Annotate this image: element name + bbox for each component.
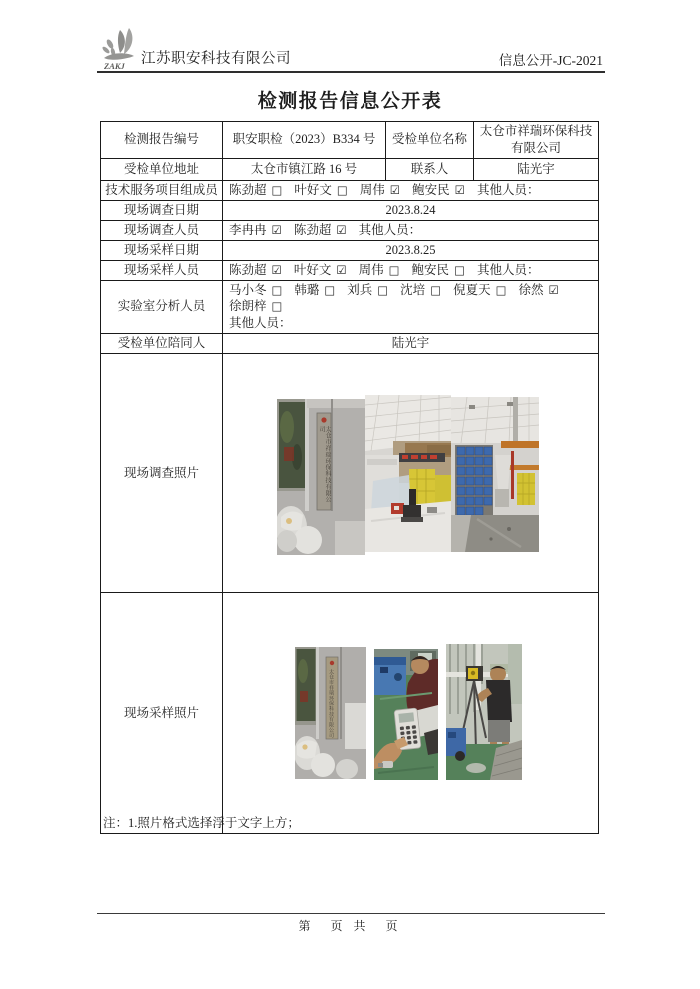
- table-row: [101, 593, 599, 834]
- survey-photo-strip: [277, 395, 598, 555]
- survey-date-label: 现场调查日期: [101, 200, 223, 220]
- tripod-photo-graphic: [446, 644, 522, 780]
- survey-photo-warehouse-2: [451, 397, 539, 555]
- checkbox-checked-icon: ☑: [389, 182, 401, 197]
- escort-label: 受检单位陪同人: [101, 334, 223, 354]
- table-row: [101, 334, 599, 354]
- table-row: [101, 280, 599, 334]
- table-row: [101, 354, 599, 593]
- sampling-photo-facade: [295, 647, 366, 780]
- checkbox-unchecked-icon: □: [271, 182, 283, 197]
- unit-name-value: 太仓市祥瑞环保科技有限公司: [474, 122, 599, 159]
- checkbox-unchecked-icon: □: [495, 282, 507, 297]
- sampling-date-value: 2023.8.25: [223, 240, 599, 260]
- sampling-photo-handheld-meter: [374, 649, 438, 780]
- member-name: 沈培: [400, 282, 426, 297]
- checkbox-checked-icon: ☑: [548, 282, 559, 297]
- table-row: [101, 260, 599, 280]
- checkbox-unchecked-icon: □: [377, 282, 389, 297]
- warehouse-photo-graphic: [365, 395, 451, 552]
- page-title: 检测报告信息公开表: [257, 91, 443, 112]
- checkbox-unchecked-icon: □: [454, 262, 465, 277]
- unit-name-label: 受检单位名称: [386, 122, 474, 159]
- contact-value: 陆光宇: [474, 158, 599, 180]
- checkbox-unchecked-icon: □: [324, 282, 336, 297]
- report-number-label: 检测报告编号: [101, 122, 223, 159]
- table-row: [101, 180, 599, 200]
- table-row: [101, 158, 599, 180]
- logo-graphic: [98, 26, 146, 74]
- footer-divider: [97, 913, 605, 914]
- member-name: 叶好文: [293, 262, 332, 277]
- checkbox-unchecked-icon: □: [430, 282, 442, 297]
- checkbox-checked-icon: ☑: [454, 182, 465, 197]
- note-text: 注：1.照片格式选择浮于文字上方；: [103, 816, 300, 830]
- survey-photo-facade: [277, 399, 365, 555]
- page-number: 第 页 共 页: [298, 919, 402, 933]
- member-name: 刘兵: [347, 282, 373, 297]
- warehouse-photo-graphic: [451, 397, 539, 552]
- checkbox-unchecked-icon: □: [271, 282, 283, 297]
- member-name: 鲍安民: [412, 182, 450, 197]
- unit-address-label: 受检单位地址: [101, 158, 223, 180]
- company-name: 江苏职安科技有限公司: [141, 51, 291, 67]
- escort-value: 陆光宇: [223, 334, 599, 354]
- logo-text: ZAKJ: [104, 61, 125, 71]
- sampling-photo-strip: [295, 644, 598, 780]
- lab-staff-label: 实验室分析人员: [101, 280, 223, 334]
- member-name: 李冉冉: [229, 222, 267, 237]
- checkbox-unchecked-icon: □: [388, 262, 400, 277]
- survey-photos-label: 现场调查照片: [101, 354, 223, 593]
- others-label: 其他人员：: [358, 222, 422, 237]
- member-name: 叶好文: [294, 182, 332, 197]
- header-divider: [97, 71, 605, 73]
- table-row: [101, 220, 599, 240]
- company-logo: [98, 26, 146, 74]
- disclosure-table: [100, 121, 599, 834]
- checkbox-checked-icon: ☑: [336, 262, 347, 277]
- team-label: 技术服务项目组成员: [101, 180, 223, 200]
- member-name: 倪夏天: [453, 282, 491, 297]
- building-sign-text: 太仓市祥瑞环保科技有限公司: [318, 426, 330, 503]
- survey-photo-warehouse-1: [365, 395, 451, 555]
- unit-address-value: 太仓市镇江路 16 号: [223, 158, 386, 180]
- checkbox-checked-icon: ☑: [271, 262, 282, 277]
- table-row: [101, 200, 599, 220]
- survey-date-value: 2023.8.24: [223, 200, 599, 220]
- checkbox-checked-icon: ☑: [271, 222, 282, 237]
- lab-staff-members: [223, 280, 599, 334]
- sampling-staff-members: [223, 260, 599, 280]
- member-name: 周伟: [358, 262, 384, 277]
- member-name: 马小冬: [229, 282, 267, 297]
- others-label: 其他人员：: [476, 182, 540, 197]
- sampling-date-label: 现场采样日期: [101, 240, 223, 260]
- member-name: 陈劲超: [293, 222, 332, 237]
- survey-photos-cell: [223, 354, 599, 593]
- member-name: 陈劲超: [229, 182, 267, 197]
- checkbox-checked-icon: ☑: [336, 222, 347, 237]
- table-row: [101, 122, 599, 159]
- checkbox-unchecked-icon: □: [271, 299, 283, 314]
- building-sign-text: 太仓市祥瑞环保科技有限公司: [328, 669, 333, 739]
- member-name: 韩璐: [294, 282, 320, 297]
- checkbox-unchecked-icon: □: [336, 182, 348, 197]
- member-name: 陈劲超: [229, 262, 267, 277]
- sampling-photos-cell: [223, 593, 599, 834]
- contact-label: 联系人: [386, 158, 474, 180]
- member-name: 徐朗梓: [229, 299, 267, 314]
- others-label: 其他人员：: [476, 262, 540, 277]
- table-row: [101, 240, 599, 260]
- sampling-photo-tripod: [446, 644, 522, 780]
- report-number-value: 职安职检（2023）B334 号: [223, 122, 386, 159]
- member-name: 徐然: [518, 282, 544, 297]
- sampling-photos-label: 现场采样照片: [101, 593, 223, 834]
- team-members: [223, 180, 599, 200]
- sampling-staff-label: 现场采样人员: [101, 260, 223, 280]
- others-label: 其他人员：: [229, 316, 292, 331]
- doc-code: 信息公开-JC-2021: [498, 53, 603, 68]
- meter-photo-graphic: [374, 649, 438, 780]
- survey-staff-members: [223, 220, 599, 240]
- member-name: 周伟: [359, 182, 385, 197]
- member-name: 鲍安民: [411, 262, 450, 277]
- survey-staff-label: 现场调查人员: [101, 220, 223, 240]
